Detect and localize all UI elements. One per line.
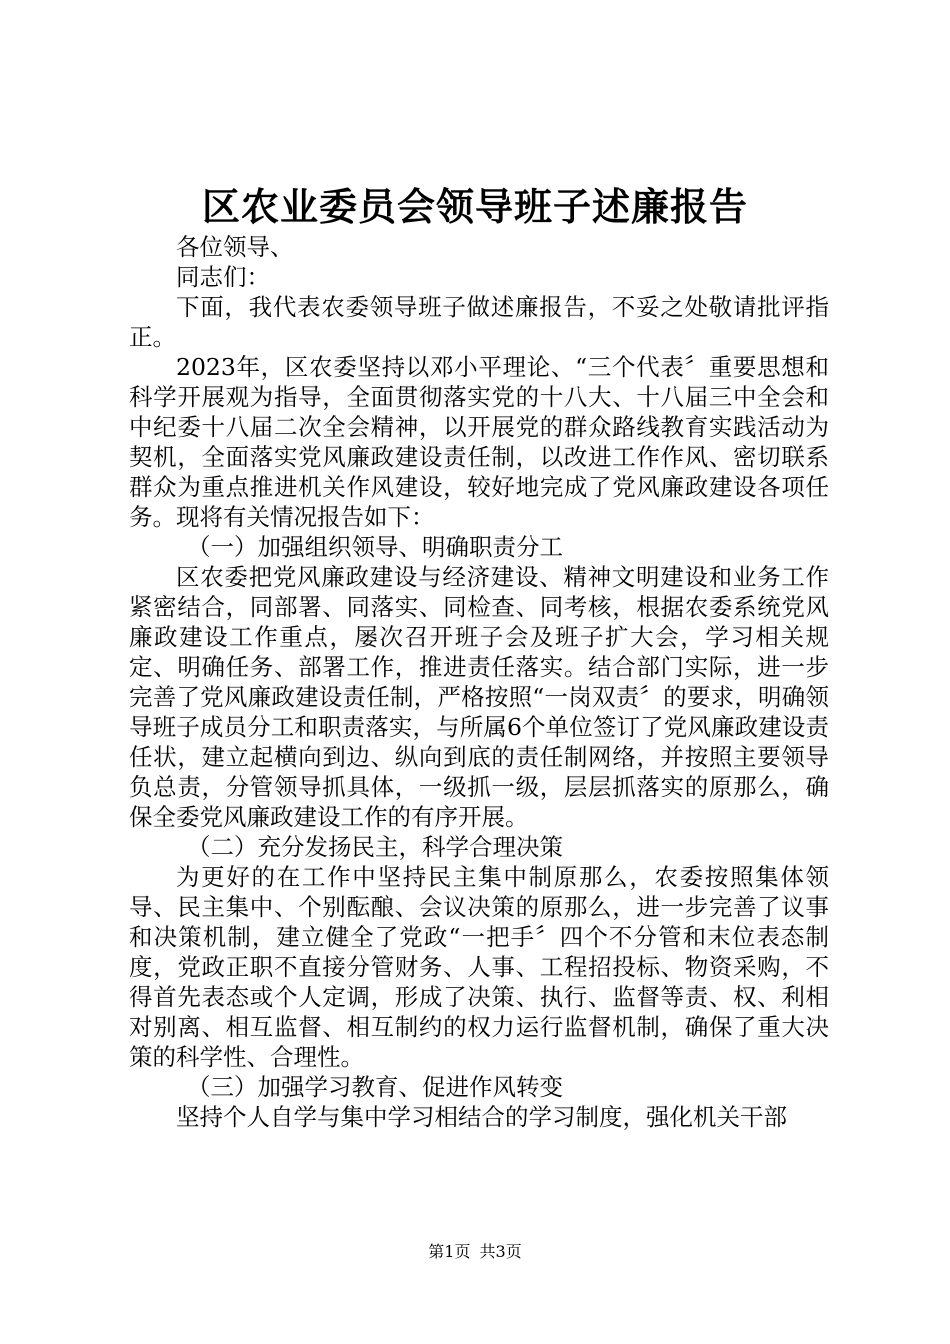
intro-paragraph: 下面，我代表农委领导班子做述廉报告，不妥之处敬请批评指正。 xyxy=(129,293,829,351)
section-2-paragraph: 为更好的在工作中坚持民主集中制原那么，农委按照集体领导、民主集中、个别酝酿、会议决策的原那么，进一步完善了议事和决策机制，建立健全了党政“一把手〞四个不分管和末位表态制度，党政正职不直接分管财务、人事、工程招投标、物资采购，不得首先表态或个人定调，形成了决策、执行、监督等责、权、利相对别离、相互监督、相互制约的权力运行监督机制，确保了重大决策的科学性、合理性。 xyxy=(129,863,829,1071)
page-footer xyxy=(0,1240,950,1264)
page-total: 共3页 xyxy=(479,1242,522,1261)
section-3-paragraph: 坚持个人自学与集中学习相结合的学习制度，强化机关干部 xyxy=(176,1103,787,1131)
overview-paragraph: 2023年，区农委坚持以邓小平理论、“三个代表〞重要思想和科学开展观为指导，全面贯彻落实党的十八大、十八届三中全会和中纪委十八届二次全会精神，以开展党的群众路线教育实践活动为契机，全面落实党风廉政建设责任制，以改进工作作风、密切联系群众为重点推进机关作风建设，较好地完成了党风廉政建设各项任务。现将有关情况报告如下： xyxy=(129,353,829,531)
salutation-2: 同志们： xyxy=(176,263,270,291)
salutation-1: 各位领导、 xyxy=(176,233,294,261)
section-heading-1: （一）加强组织领导、明确职责分工 xyxy=(187,533,563,561)
section-1-paragraph: 区农委把党风廉政建设与经济建设、精神文明建设和业务工作紧密结合，同部署、同落实、同检查、同考核，根据农委系统党风廉政建设工作重点，屡次召开班子会及班子扩大会，学习相关规定、明确任务、部署工作，推进责任落实。结合部门实际，进一步完善了党风廉政建设责任制，严格按照“一岗双责〞的要求，明确领导班子成员分工和职责落实，与所属6个单位签订了党风廉政建设责任状，建立起横向到边、纵向到底的责任制网络，并按照主要领导负总责，分管领导抓具体，一级抓一级，层层抓落实的原那么，确保全委党风廉政建设工作的有序开展。 xyxy=(129,563,829,831)
page-number: 第1页 xyxy=(428,1242,471,1261)
section-heading-2: （二）充分发扬民主，科学合理决策 xyxy=(187,833,563,861)
document-title: 区农业委员会领导班子述廉报告 xyxy=(201,184,748,229)
document-body xyxy=(129,232,829,1132)
section-heading-3: （三）加强学习教育、促进作风转变 xyxy=(187,1073,563,1101)
